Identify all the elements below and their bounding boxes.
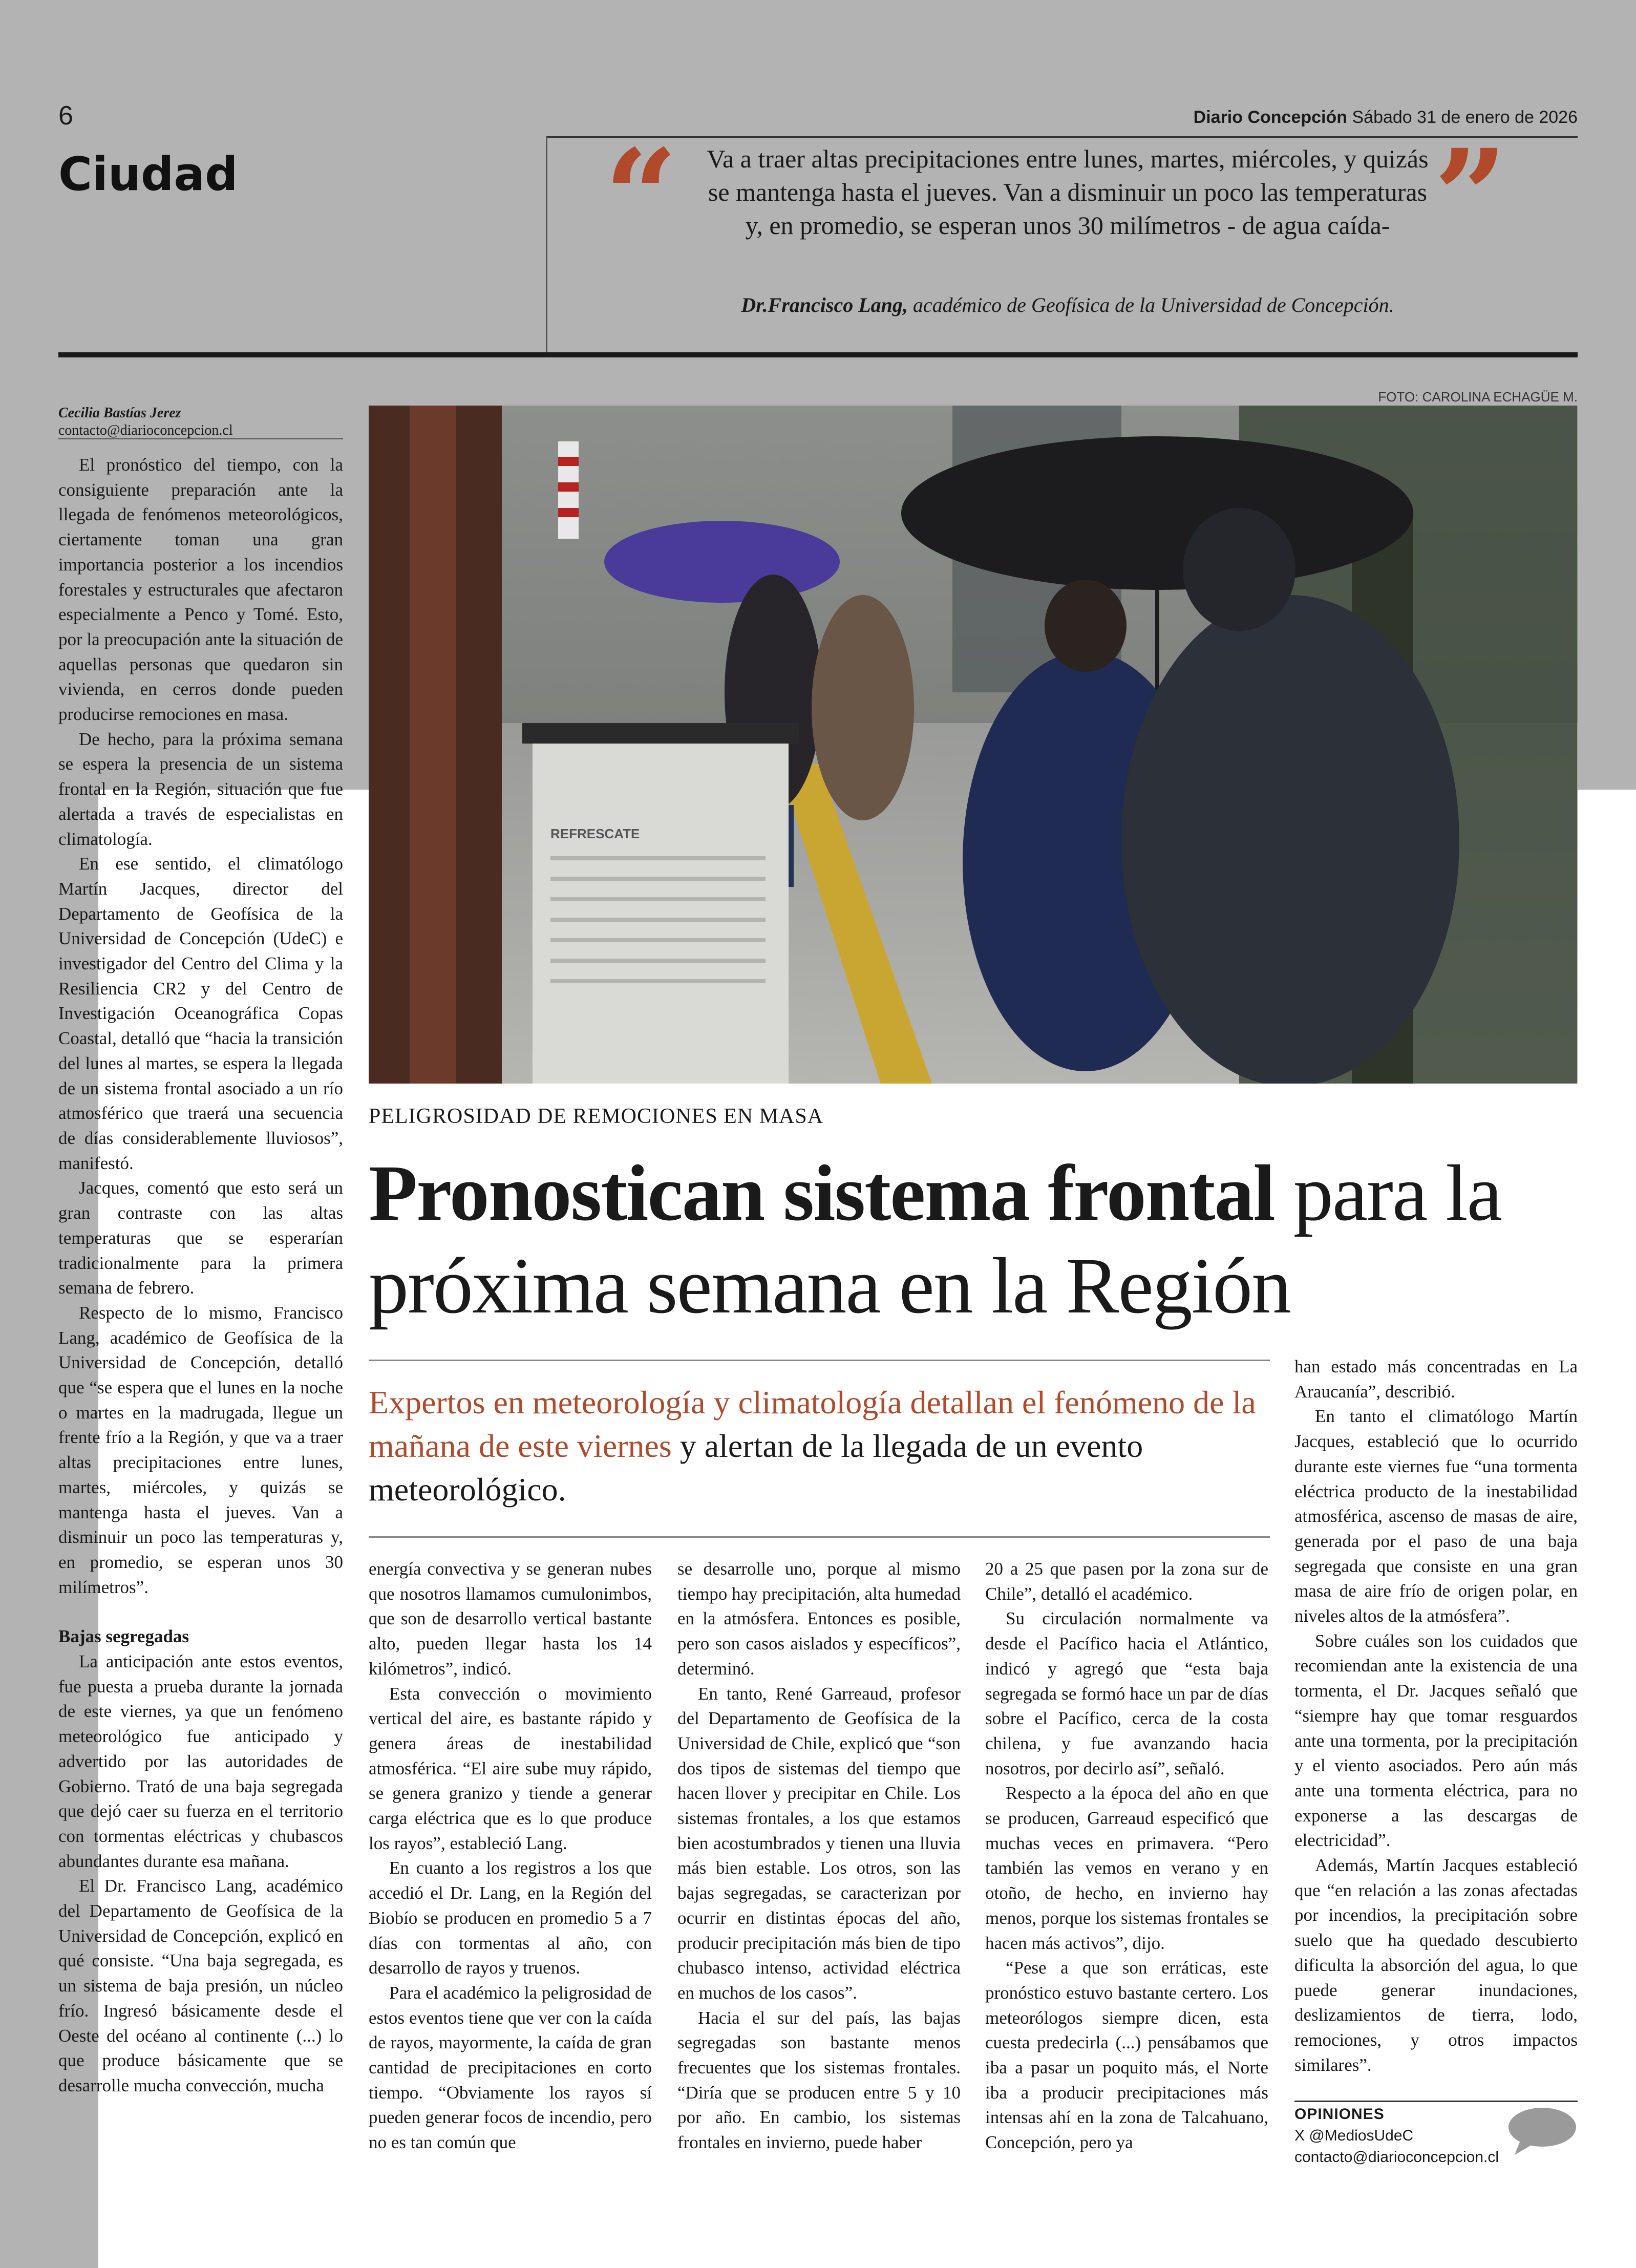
subhead-top-rule: [369, 1360, 1270, 1361]
close-quote-icon: ”: [1434, 121, 1507, 271]
paragraph: La anticipación ante estos eventos, fue puesta a prueba durante la jornada de este viernes, ya que un fenómeno meteorológico fue anticipado y advertido por las autoridades de Gobierno. Trató de una baja segregada que dejó caer su fuerza en el territorio con tormentas eléctricas y chubascos abundantes durante esa mañana.: [58, 1651, 343, 1871]
paragraph: energía convectiva y se generan nubes que nosotros llamamos cumulonimbos, que son de desarrollo vertical bastante alto, pueden llegar hasta los 14 kilómetros”, indicó.: [369, 1559, 652, 1679]
paragraph: 20 a 25 que pasen por la zona sur de Chile”, detalló el académico.: [985, 1559, 1268, 1604]
paragraph: El pronóstico del tiempo, con la consiguiente preparación ante la llegada de fenómenos meteorológicos, ciertamente toman una gran importancia posterior a los incendios forestales y estructurales que afectaron especialmente a Penco y Tomé. Esto, por la preocupación ante la situación de aquellas personas que quedaron sin vivienda, en cerros donde pueden producirse remociones en masa.: [58, 455, 343, 725]
section-title: Ciudad: [58, 147, 238, 201]
paragraph: De hecho, para la próxima semana se espera la presencia de un sistema frontal en la Región, situación que fue alertada a través de especialistas en climatología.: [58, 729, 343, 849]
author-name: Cecilia Bastías Jerez: [58, 405, 181, 421]
paragraph: se desarrolle uno, porque al mismo tiempo hay precipitación, alta humedad en la atmósfera. Entonces es posible, pero son casos aislados y específicos”, determinó.: [677, 1559, 961, 1679]
subhead-rest: y alertan de la llegada de un evento meteorológico.: [369, 1428, 1143, 1508]
article-column-1: [58, 453, 343, 2099]
sign-title: REFRESCATE: [550, 826, 640, 841]
header-rule: [547, 136, 1578, 138]
opiniones-email: contacto@diarioconcepcion.cl: [1294, 2149, 1499, 2166]
opiniones-rule: [1294, 2101, 1578, 2102]
paragraph: Además, Martín Jacques estableció que “en relación a las zonas afectadas por incendios, la precipitación sobre suelo que ha quedado descubierto dificulta la absorción del agua, lo que puede generar inundaciones, deslizamientos de tierra, lodo, remociones, y otros impactos similares”.: [1294, 1855, 1578, 2075]
page-number: 6: [58, 101, 73, 131]
paragraph: Respecto de lo mismo, Francisco Lang, académico de Geofísica de la Universidad de Concepción, detalló que “se espera que el lunes en la noche o martes en la madrugada, llegue un frente frío a la Región, y que va a traer altas precipitaciones entre lunes, martes, miércoles, y quizás se mantenga hasta el jueves. Van a disminuir un poco las temperaturas y, en promedio, se esperan unos 30 milímetros”.: [58, 1302, 343, 1597]
pull-quote-text: Va a traer altas precipitaciones entre lunes, martes, miércoles, y quizás se mantenga hasta el jueves. Van a disminuir un poco las temperaturas y, en promedio, se esperan unos 30 milímetros - de agua caída-: [707, 144, 1429, 240]
paragraph: Su circulación normalmente va desde el Pacífico hacia el Atlántico, indicó y agregó que “esta baja segregada se formó hace un par de días sobre el Pacífico, cerca de la costa chilena, y fue avanzando hacia nosotros, por decirlo así”, señaló.: [985, 1608, 1268, 1778]
byline-rule: [58, 438, 343, 439]
quote-author: Dr.Francisco Lang,: [741, 293, 908, 316]
paragraph: Jacques, comentó que esto será un gran contraste con las altas temperaturas que se esperarían tradicionalmente para la primera semana de febrero.: [58, 1178, 343, 1298]
paragraph: Para el académico la peligrosidad de estos eventos tiene que ver con la caída de rayos, mayormente, la caída de gran cantidad de precipitaciones en corto tiempo. “Obviamente los rayos sí pueden generar focos de incendio, pero no es tan común que: [369, 1982, 652, 2153]
issue-date: Sábado 31 de enero de 2026: [1352, 108, 1578, 127]
paragraph: En tanto el climatólogo Martín Jacques, estableció que lo ocurrido durante este viernes fue “una tormenta eléctrica producto de la inestabilidad atmosférica, ascenso de masas de aire, generada por el paso de una baja segregada que consiste en una gran masa de aire frío de origen polar, en niveles altos de la atmósfera”.: [1294, 1406, 1578, 1626]
paragraph: Sobre cuáles son los cuidados que recomiendan ante la existencia de una tormenta, el Dr. Jacques señaló que “siempre hay que tomar resguardos ante una tormenta, por la precipitación y el viento asociados. Pero aún más ante una tormenta eléctrica, para no exponerse a las descargas de electricidad”.: [1294, 1630, 1578, 1851]
paragraph: Esta convección o movimiento vertical del aire, es bastante rápido y genera áreas de inestabilidad atmosférica. “El aire sube muy rápido, se genera granizo y tiende a generar carga eléctrica que es lo que produce los rayos”, estableció Lang.: [369, 1683, 652, 1853]
header-bottom-rule: [58, 352, 1578, 357]
paragraph: En cuanto a los registros a los que accedió el Dr. Lang, en la Región del Biobío se producen en promedio 5 a 7 días con tormentas al año, con desarrollo de rayos y truenos.: [369, 1858, 652, 1978]
paragraph: En ese sentido, el climatólogo Martín Jacques, director del Departamento de Geofísica de la Universidad de Concepción (UdeC) e investigador del Centro del Clima y la Resiliencia CR2 y del Centro de Investigación Oceanográfica Copas Coastal, detalló que “hacia la transición del lunes al martes, se espera la llegada de un sistema frontal asociado a un río atmosférico que traerá una secuencia de días considerablemente lluviosos”, manifestó.: [58, 854, 343, 1173]
opiniones-label: OPINIONES: [1294, 2106, 1385, 2123]
article-kicker: PELIGROSIDAD DE REMOCIONES EN MASA: [369, 1105, 824, 1128]
photo-credit: FOTO: CAROLINA ECHAGÜE M.: [1378, 389, 1578, 405]
paragraph: El Dr. Francisco Lang, académico del Departamento de Geofísica de la Universidad de Concepción, explicó en qué consiste. “Una baja segregada, es un sistema de baja presión, un núcleo frío. Ingresó básicamente desde el Oeste del océano al continente (...) lo que produce básicamente que se desarrolle mucha convección, mucha: [58, 1876, 343, 2095]
author-email: contacto@diarioconcepcion.cl: [58, 422, 233, 438]
paragraph: han estado más concentradas en La Araucanía”, describió.: [1294, 1356, 1578, 1402]
headline-bold: Pronostican sistema frontal: [369, 1149, 1274, 1237]
paragraph: En tanto, René Garreaud, profesor del Departamento de Geofísica de la Universidad de Chile, explicó que “son dos tipos de sistemas del tiempo que hacen llover y precipitar en Chile. Los sistemas frontales, a los que estamos bien acostumbrados y tienen una lluvia más bien estable. Los otros, son las bajas segregadas, se caracterizan por ocurrir en distintas épocas del año, producir precipitación más bien de tipo chubasco intenso, actividad eléctrica en muchos de los casos”.: [677, 1683, 961, 2003]
article-column-5: [1294, 1354, 1578, 2078]
paragraph: Respecto a la época del año en que se producen, Garreaud especificó que muchas veces en primavera. “Pero también las vemos en verano y en otoño, de hecho, en invierno hay menos, porque los sistemas frontales se hacen más activos”, dijo.: [985, 1783, 1268, 1953]
article-headline: [369, 1147, 1578, 1332]
quote-author-role: académico de Geofísica de la Universidad de Concepción.: [907, 293, 1394, 316]
article-column-3: [677, 1557, 961, 2155]
article-photo: [369, 406, 1578, 1084]
newspaper-name: Diario Concepción: [1193, 108, 1348, 127]
byline: [58, 405, 233, 439]
masthead: [1194, 108, 1578, 128]
article-column-4: [985, 1557, 1268, 2155]
article-column-2: [369, 1557, 652, 2155]
subhead-accent: Expertos en meteorología y climatología detallan el fenómeno de la mañana de este viernes: [369, 1384, 1256, 1465]
article-subhead: [369, 1381, 1260, 1511]
paragraph: “Pese a que son erráticas, este pronóstico estuvo bastante certero. Los meteorólogos siempre dicen, esta cuesta predecirla (...) pensábamos que iba a pasar un poquito más, el Norte iba a producir precipitaciones más intensas ahí en la zona de Talcahuano, Concepción, pero ya: [985, 1958, 1268, 2153]
open-quote-icon: “: [604, 121, 678, 271]
pull-quote-attribution: [702, 293, 1434, 317]
speech-bubble-icon: [1505, 2106, 1577, 2157]
opiniones-box: [1294, 2104, 1499, 2168]
rainy-street-photo: [369, 406, 1578, 1084]
subhead-bottom-rule: [369, 1536, 1270, 1538]
header-divider: [546, 136, 547, 352]
headline-regular: para la próxima semana en la Región: [369, 1149, 1501, 1330]
subsection-heading: Bajas segregadas: [58, 1626, 189, 1647]
paragraph: Hacia el sur del país, las bajas segregadas son bastante menos frecuentes que los sistemas frontales. “Diría que se producen entre 5 y 10 por año. En cambio, los sistemas frontales en invierno, puede haber: [677, 2007, 961, 2153]
opiniones-social: X @MediosUdeC: [1294, 2127, 1414, 2144]
